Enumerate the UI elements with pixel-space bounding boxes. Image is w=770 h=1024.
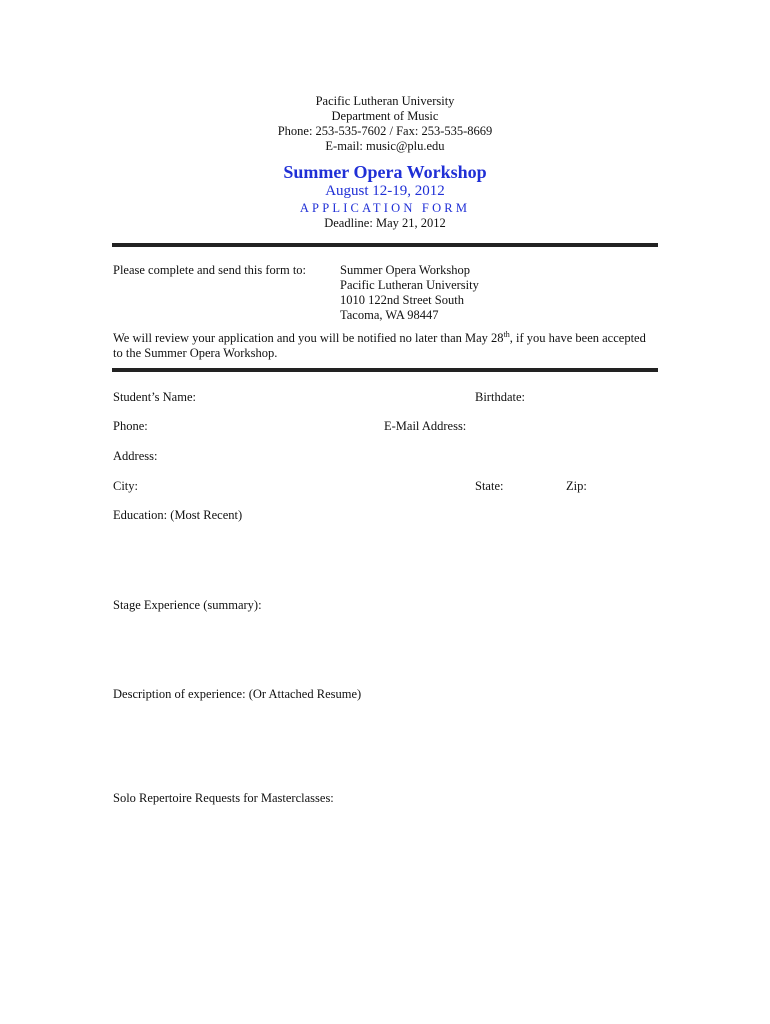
notice-line-1 [113,331,646,346]
address-line: Pacific Lutheran University [340,278,479,292]
notice-superscript: th [503,330,510,339]
department-name: Department of Music [331,109,439,123]
divider-middle [112,368,658,372]
description-field[interactable]: Description of experience: (Or Attached Resume) [113,687,362,701]
divider-top [112,243,658,247]
event-title: Summer Opera Workshop [283,162,487,182]
notice-text: We will review your application and you will be notified no later than May 28 [113,331,504,345]
birthdate-field[interactable]: Birthdate: [475,390,525,404]
university-name: Pacific Lutheran University [315,94,455,108]
notice-text-end: , if you have been accepted [509,331,646,345]
address-line: 1010 122nd Street South [340,293,464,307]
address-line: Summer Opera Workshop [340,263,470,277]
event-dates: August 12-19, 2012 [325,183,445,199]
form-label: APPLICATION FORM [299,201,471,215]
address-field[interactable]: Address: [113,449,158,463]
stage-experience-field[interactable]: Stage Experience (summary): [113,598,262,612]
send-to-label: Please complete and send this form to: [113,263,307,277]
solo-repertoire-field[interactable]: Solo Repertoire Requests for Masterclasses: [113,791,334,805]
phone-field[interactable]: Phone: [113,419,148,433]
state-field[interactable]: State: [475,479,504,493]
address-line: Tacoma, WA 98447 [340,308,439,322]
email-field[interactable]: E-Mail Address: [384,419,467,433]
phone-fax: Phone: 253-535-7602 / Fax: 253-535-8669 [277,124,493,138]
zip-field[interactable]: Zip: [566,479,587,493]
city-field[interactable]: City: [113,479,139,493]
deadline: Deadline: May 21, 2012 [324,216,446,230]
student-name-field[interactable]: Student’s Name: [113,390,196,404]
education-field[interactable]: Education: (Most Recent) [113,508,243,522]
notice-line-2: to the Summer Opera Workshop. [113,346,278,360]
contact-email: E-mail: music@plu.edu [325,139,445,153]
